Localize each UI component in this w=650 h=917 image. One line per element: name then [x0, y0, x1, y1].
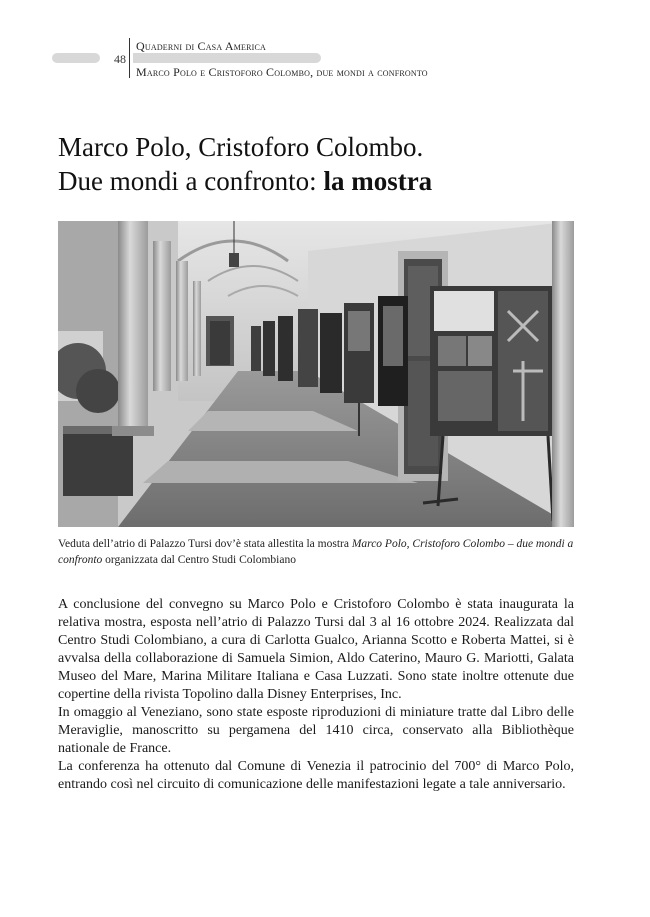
- page-number: 48: [114, 52, 126, 66]
- article-body: [58, 596, 574, 794]
- series-title: Quaderni di Casa America: [136, 39, 267, 53]
- title-line-2-regular: Due mondi a confronto:: [58, 166, 324, 196]
- caption-start: Veduta dell’atrio di Palazzo Tursi dov’è stata allestita la mostra: [58, 538, 352, 550]
- body-paragraph: La conferenza ha ottenuto dal Comune di Venezia il patrocinio del 700° di Marco Polo, entrando così nel circuito di comunicazione delle manifestazioni legate a tale anniversario.: [58, 759, 574, 792]
- header-decor-bar-right: [133, 53, 321, 63]
- header-decor-bar-left: [52, 53, 100, 63]
- arcade-exhibition-illustration: [58, 221, 574, 527]
- volume-title: Marco Polo e Cristoforo Colombo, due mondi a confronto: [136, 65, 428, 79]
- article-title: [58, 130, 598, 198]
- figure-caption: [58, 536, 578, 568]
- caption-end: organizzata dal Centro Studi Colombiano: [102, 554, 296, 566]
- header-divider: [129, 38, 130, 78]
- caption-exhibition-title: Marco Polo, Cristoforo Colombo – due mondi a confronto: [58, 538, 574, 566]
- title-line-1: Marco Polo, Cristoforo Colombo.: [58, 132, 424, 162]
- body-paragraph: In omaggio al Veneziano, sono state esposte riproduzioni di miniature tratte dal Libro delle Meraviglie, manoscritto su pergamena del 1410 circa, conservato alla Bibliothèque nationale de France.: [58, 705, 574, 756]
- title-line-2-bold: la mostra: [323, 166, 433, 196]
- exhibition-photo: [58, 221, 574, 527]
- body-paragraph: A conclusione del convegno su Marco Polo e Cristoforo Colombo è stata inaugurata la relativa mostra, esposta nell’atrio di Palazzo Tursi dal 3 al 16 ottobre 2024. Realizzata dal Centro Studi Colombiano, a cura di Carlotta Gualco, Arianna Scotto e Roberta Mattei, si è avvalsa della collaborazione di Samuela Simion, Aldo Caterino, Mauro G. Mariotti, Galata Museo del Mare, Marina Militare Italiana e Casa Luzzati. Sono state inoltre ottenute due copertine della rivista Topolino dalla Disney Enterprises, Inc.: [58, 597, 574, 702]
